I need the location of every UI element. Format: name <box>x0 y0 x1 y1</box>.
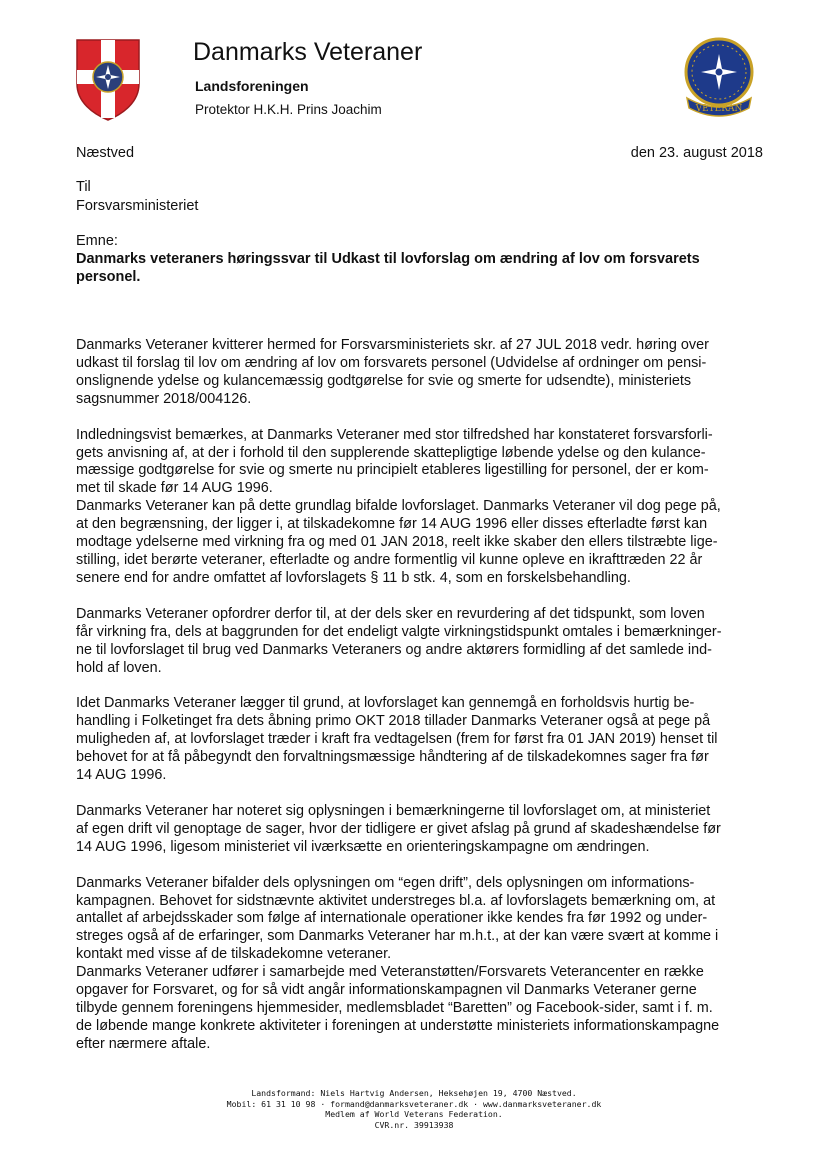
paragraph-line: Danmarks Veteraner udfører i samarbejde med Veteranstøtten/Forsvarets Veterancenter en række <box>76 964 704 981</box>
paragraph-line: Danmarks Veteraner kvitterer hermed for Forsvarsministeriets skr. af 27 JUL 2018 vedr. høring over <box>76 337 709 353</box>
paragraph-line: mæssige godtgørelse for svie og smerte nu principielt etableres ligestilling for personel, der er kom- <box>76 462 709 479</box>
paragraph <box>76 427 764 588</box>
paragraph-line: streges også af de erfaringer, som Danmarks Veteraner har m.h.t., at der kan være svært at komme i <box>76 928 719 945</box>
paragraph-line: gets anvisning af, at der i forhold til den supplerende skattepligtige løbende ydelse og den kulance- <box>76 444 706 461</box>
letter-place: Næstved <box>76 145 135 161</box>
footer-line: CVR.nr. 39913938 <box>374 1119 454 1130</box>
paragraph-line: 14 AUG 1996, ligesom ministeriet vil iværksætte en orienteringskampagne om ændringen. <box>76 838 650 855</box>
paragraph-line: efter nærmere aftale. <box>76 1035 211 1052</box>
paragraph-line: Indledningsvist bemærkes, at Danmarks Veteraner med stor tilfredshed har konstateret forsvarsforli- <box>76 426 713 443</box>
letter-body <box>76 337 764 1054</box>
paragraph-gap <box>76 677 764 695</box>
paragraph <box>76 875 764 1054</box>
to-label: Til <box>76 179 91 195</box>
paragraph-gap <box>76 588 764 606</box>
paragraph-line: handling i Folketinget fra dets åbning primo OKT 2018 tillader Danmarks Veteraner også at pege på <box>76 713 711 730</box>
paragraph-line: Danmarks Veteraner kan på dette grundlag bifalde lovforslaget. Danmarks Veteraner vil dog pege på, <box>76 498 721 515</box>
paragraph-line: kontakt med visse af de tilskadekomne veteraner. <box>76 946 392 963</box>
recipient-name: Forsvarsministeriet <box>76 198 199 214</box>
paragraph-line: Idet Danmarks Veteraner lægger til grund, at lovforslaget kan gennemgå en forholdsvis hurtig be- <box>76 695 695 712</box>
paragraph <box>76 803 764 857</box>
paragraph <box>76 606 764 678</box>
paragraph-line: opgaver for Forsvaret, og for så vidt angår informationskampagnen vil Danmarks Veteraner gerne <box>76 982 697 999</box>
paragraph-line: sagsnummer 2018/004126. <box>76 390 252 407</box>
paragraph-line: ne til lovforslaget til brug ved Danmarks Veteraners og andre aktørers formidling af det samlede ind- <box>76 641 712 658</box>
paragraph-line: modtage ydelserne med virkning fra og med 01 JAN 2018, reelt ikke skaber den ellers tilstræbte lige- <box>76 534 718 551</box>
paragraph-line: de løbende mange konkrete aktiviteter i foreningen at understøtte ministeriets informationskampagne <box>76 1017 720 1034</box>
paragraph-line: antallet af arbejdsskader som følge af internationale operationer ikke kendes fra før 1992 og under- <box>76 910 708 927</box>
paragraph-gap <box>76 409 764 427</box>
footer-line: Mobil: 61 31 10 98 · formand@danmarksveteraner.dk · www.danmarksveteraner.dk <box>226 1098 602 1109</box>
paragraph-line: udkast til forslag til lov om ændring af lov om forsvarets personel (Udvidelse af ordninger om pensi- <box>76 354 707 371</box>
paragraph-line: Danmarks Veteraner opfordrer derfor til, at der dels sker en revurdering af det tidspunkt, som loven <box>76 605 705 622</box>
letter-footer <box>0 1088 828 1130</box>
paragraph-gap <box>76 857 764 875</box>
letter-date: den 23. august 2018 <box>630 145 763 161</box>
paragraph-line: muligheden af, at lovforslaget træder i kraft fra vedtagelsen (frem for først fra 01 JAN 2019) henset til <box>76 731 718 748</box>
organization-subtitle: Landsforeningen <box>195 78 309 94</box>
paragraph-line: onslignende ydelse og kulancemæssig godtgørelse for svie og smerte for udsendte), ministeriets <box>76 372 692 389</box>
paragraph-line: met til skade før 14 AUG 1996. <box>76 480 273 497</box>
paragraph-line: kampagnen. Behovet for sidstnævnte aktivitet understreges bl.a. af lovforslagets bemærkning om, at <box>76 892 716 909</box>
paragraph-line: at den begrænsning, der ligger i, at tilskadekomne før 14 AUG 1996 eller disses efterladte først kan <box>76 516 708 533</box>
paragraph-line: af egen drift vil genoptage de sager, hvor der tidligere er givet afslag på grund af skadeshændelse før <box>76 820 721 837</box>
paragraph <box>76 695 764 785</box>
paragraph-gap <box>76 785 764 803</box>
paragraph-line: tilbyde gennem foreningens hjemmesider, medlemsbladet “Baretten” og Facebook-sider, samt i f. m. <box>76 1000 713 1016</box>
subject-label: Emne: <box>76 233 118 249</box>
paragraph-line: stilling, idet berørte veteraner, efterladte og andre formentlig vil kunne opleve en ikrafttræden 22 år <box>76 551 703 568</box>
paragraph <box>76 337 764 409</box>
recipient-block <box>76 178 198 216</box>
paragraph-line: senere end for andre omfattet af lovforslagets § 11 b stk. 4, som en forskelsbehandling. <box>76 569 631 586</box>
subject-line-2: personel. <box>76 269 141 285</box>
paragraph-line: får virkning fra, dels at baggrunden for det endeligt valgte virkningstidspunkt omtales i bemærkninger- <box>76 623 722 640</box>
shield-logo-icon <box>75 38 141 122</box>
veteran-badge-icon <box>679 36 759 118</box>
organization-name: Danmarks Veteraner <box>193 38 423 66</box>
footer-line: Landsformand: Niels Hartvig Andersen, Heksehøjen 19, 4700 Næstved. <box>251 1088 577 1098</box>
subject-line <box>76 250 756 286</box>
paragraph-line: hold af loven. <box>76 659 162 676</box>
paragraph-line: Danmarks Veteraner har noteret sig oplysningen i bemærkningerne til lovforslaget om, at ministeriet <box>76 802 711 819</box>
badge-text: VETERAN <box>695 104 743 114</box>
footer-line: Medlem af World Veterans Federation. <box>325 1109 503 1119</box>
protector-line: Protektor H.K.H. Prins Joachim <box>195 102 382 117</box>
paragraph-line: 14 AUG 1996. <box>76 767 167 784</box>
paragraph-line: Danmarks Veteraner bifalder dels oplysningen om “egen drift”, dels oplysningen om informations- <box>76 874 695 891</box>
paragraph-line: behovet for at få påbegyndt den forvaltningsmæssige håndtering af de tilskadekomnes sager fra før <box>76 749 709 766</box>
subject-line-1: Danmarks veteraners høringssvar til Udkast til lovforslag om ændring af lov om forsvarets <box>76 251 700 267</box>
